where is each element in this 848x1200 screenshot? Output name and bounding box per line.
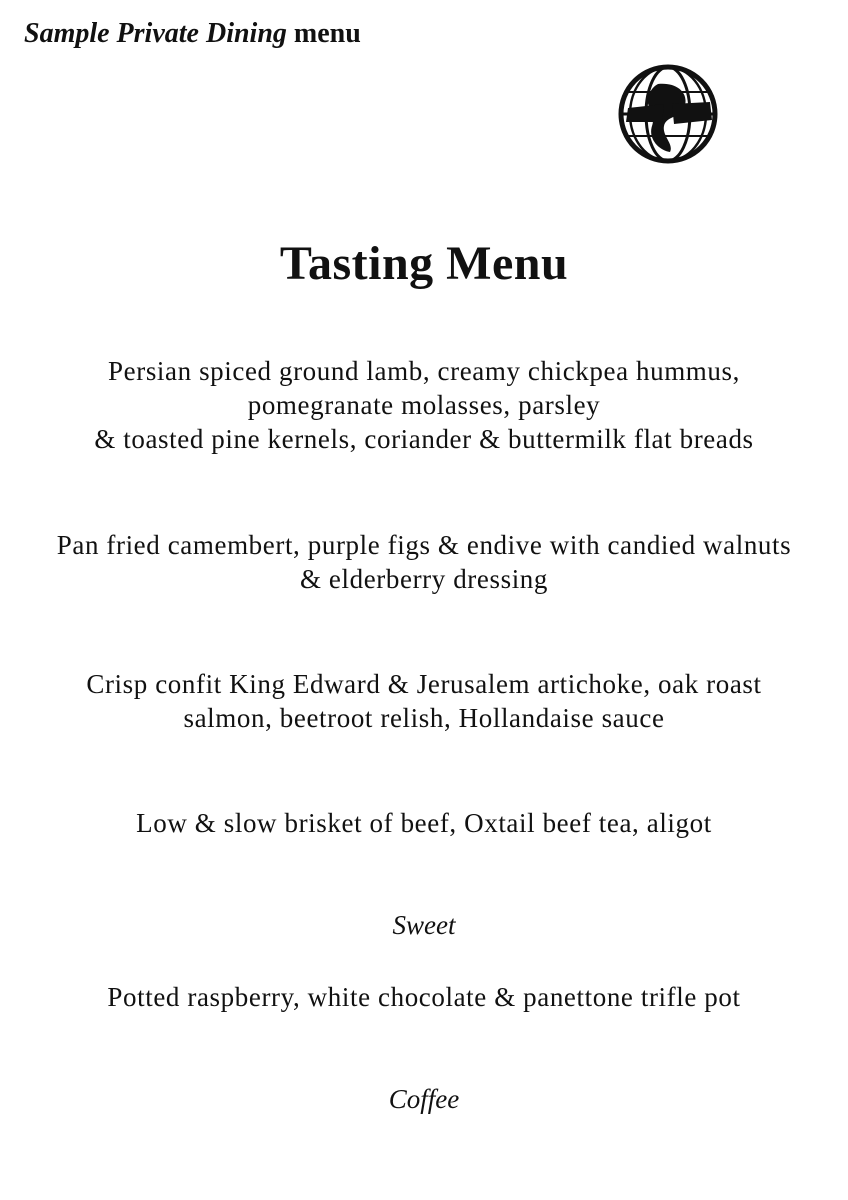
header-plain-text: menu <box>293 18 361 49</box>
course-line: salmon, beetroot relish, Hollandaise sauce <box>183 703 665 733</box>
coffee-heading: Coffee <box>388 1084 460 1114</box>
globe-logo-icon <box>618 64 718 164</box>
page-header <box>24 18 361 50</box>
course-1 <box>0 354 848 456</box>
sweet-heading: Sweet <box>392 910 456 940</box>
course-4 <box>0 806 848 840</box>
course-line: Pan fried camembert, purple figs & endive with candied walnuts <box>56 530 792 560</box>
course-line: pomegranate molasses, parsley <box>247 390 601 420</box>
course-line: & toasted pine kernels, coriander & buttermilk flat breads <box>94 424 754 454</box>
sweet-course <box>0 980 848 1014</box>
course-line: & elderberry dressing <box>299 564 549 594</box>
course-line: Crisp confit King Edward & Jerusalem artichoke, oak roast <box>86 669 762 699</box>
course-line: Low & slow brisket of beef, Oxtail beef tea, aligot <box>136 808 712 838</box>
course-3 <box>0 667 848 735</box>
header-italic-text: Sample Private Dining <box>24 18 287 49</box>
course-2 <box>0 528 848 596</box>
course-line: Potted raspberry, white chocolate & panettone trifle pot <box>107 982 741 1012</box>
menu-title: Tasting Menu <box>279 237 569 290</box>
course-line: Persian spiced ground lamb, creamy chickpea hummus, <box>108 356 740 386</box>
